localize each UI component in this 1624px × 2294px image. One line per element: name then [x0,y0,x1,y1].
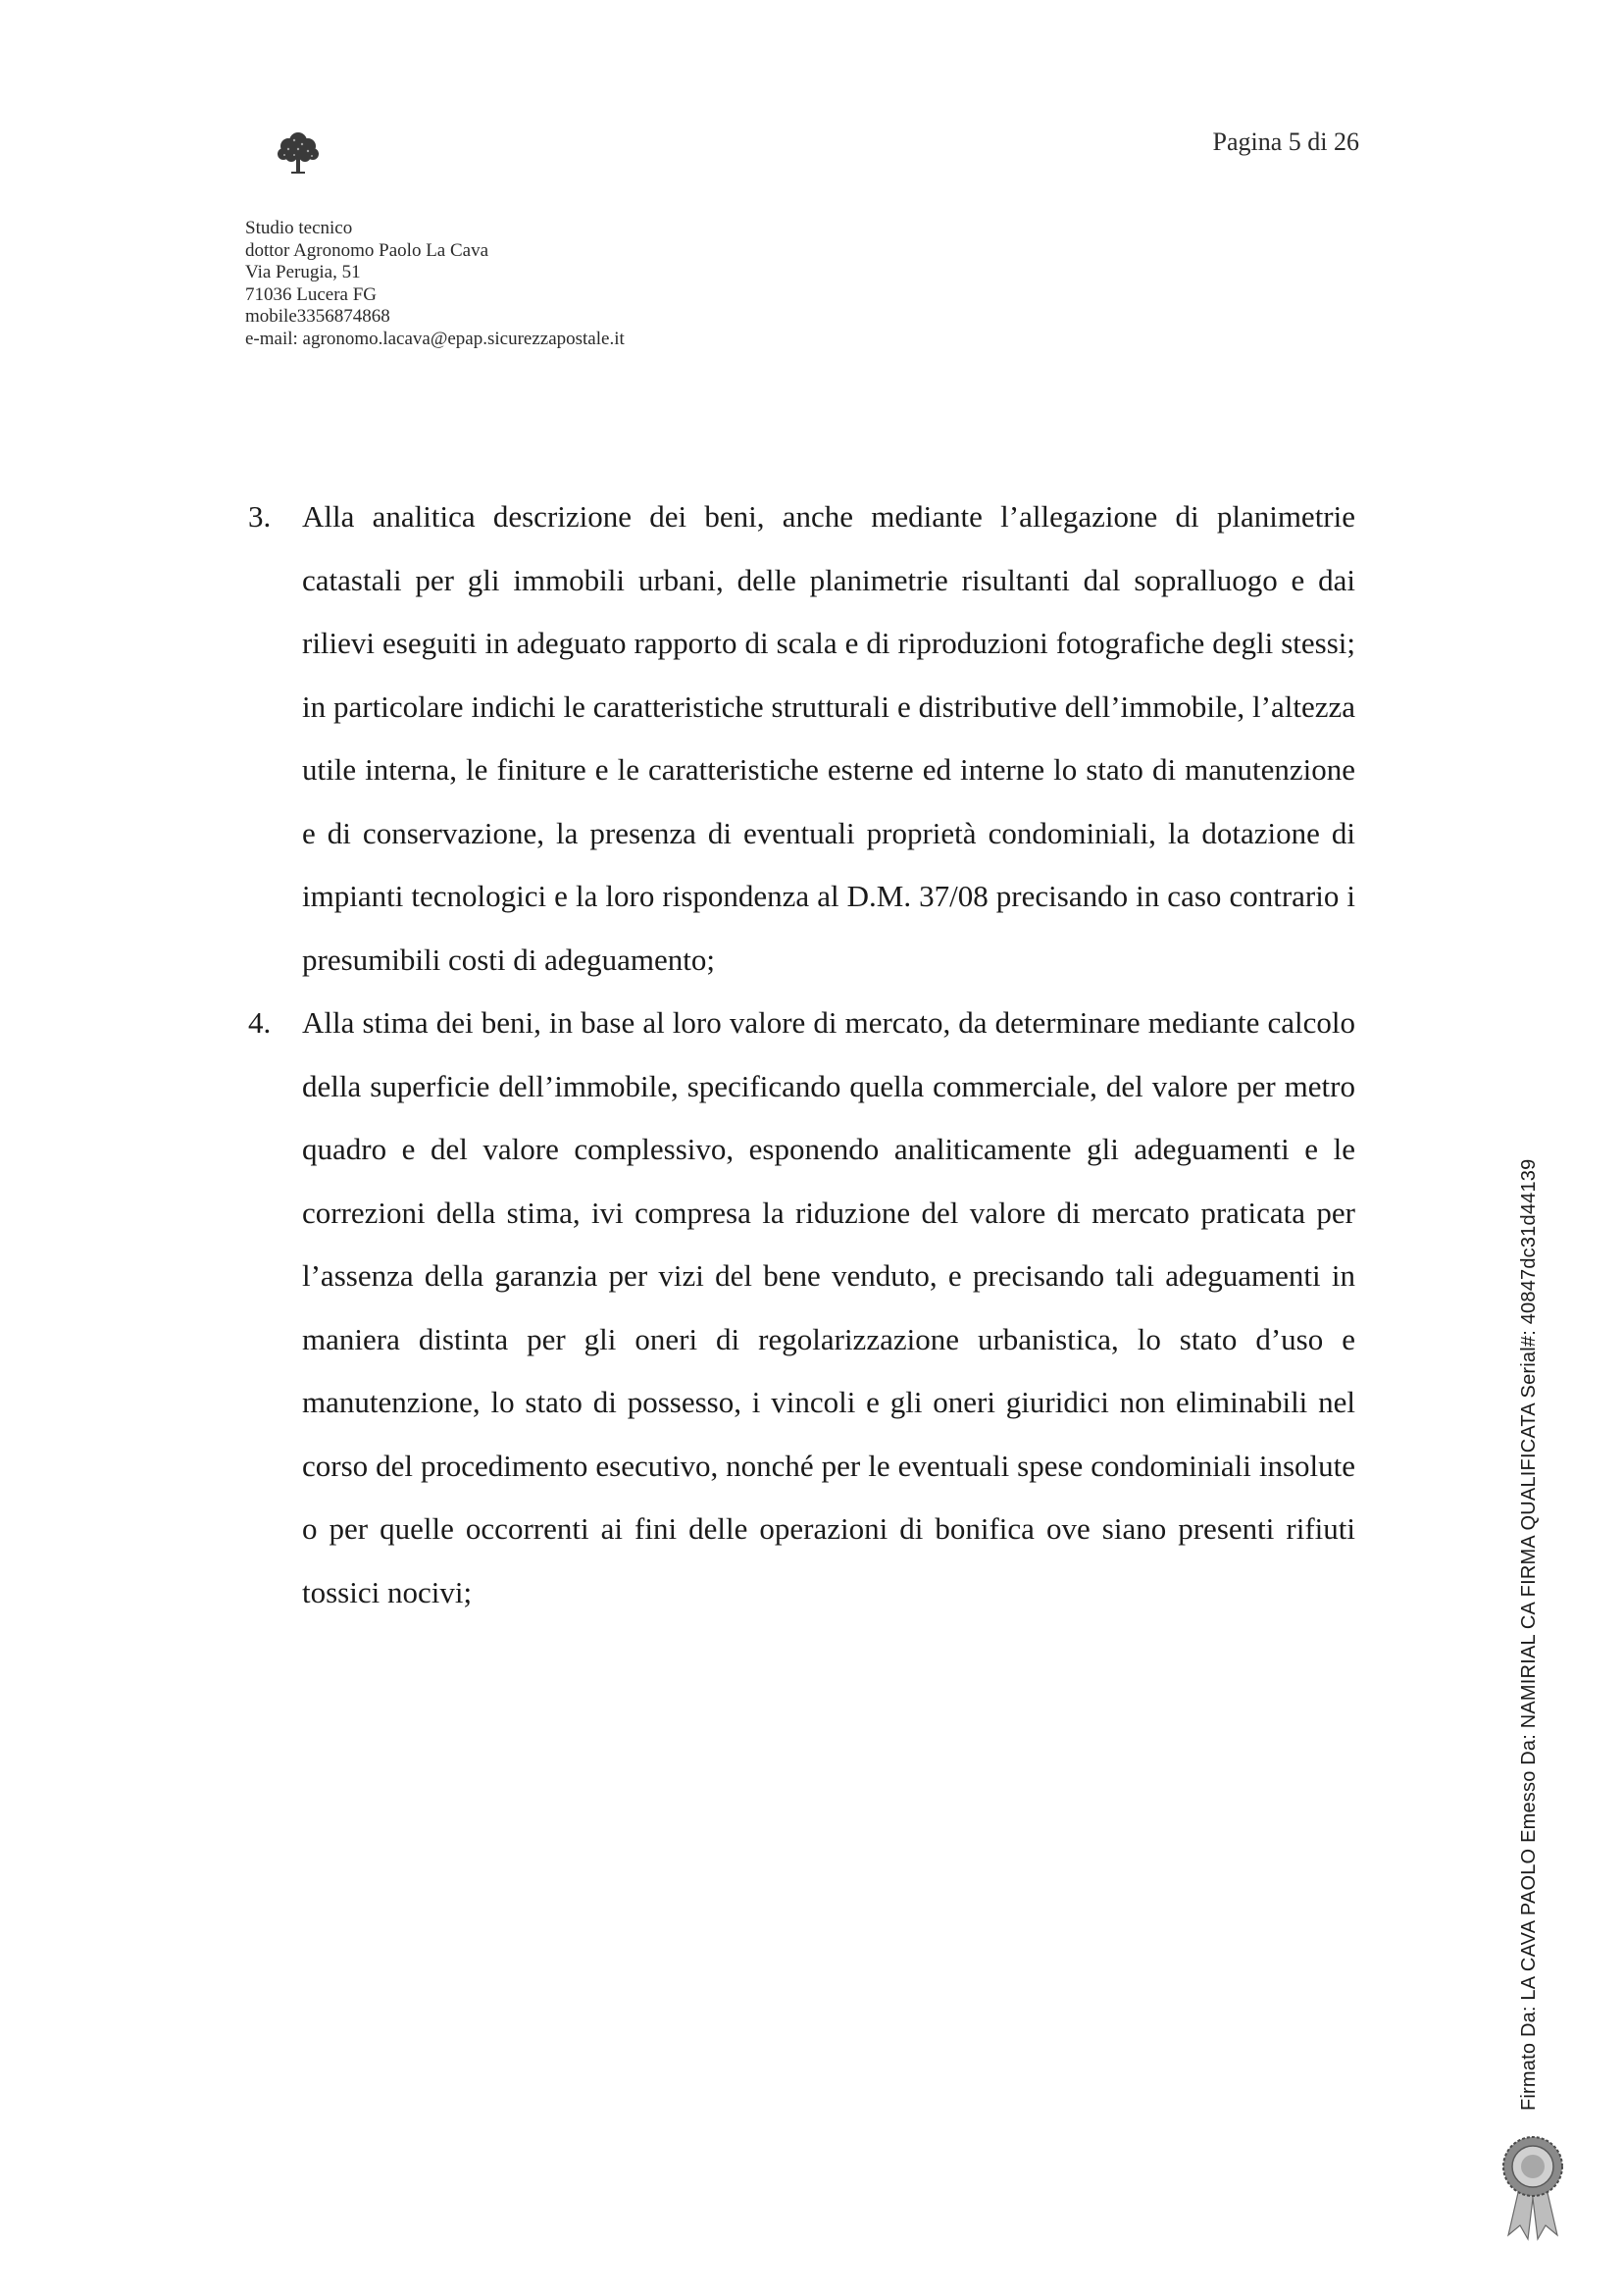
list-item [248,992,1355,1624]
digital-signature-text: Firmato Da: LA CAVA PAOLO Emesso Da: NAMIRIAL CA FIRMA QUALIFICATA Serial#: 40847dc31d44139 [1518,1158,1540,2111]
seal-rosette-icon [1498,2133,1567,2241]
body-text [248,485,1355,1624]
list-item-text: Alla analitica descrizione dei beni, anche mediante l’allegazione di planimetrie catastali per gli immobili urbani, delle planimetrie risultanti dal sopralluogo e dai rilievi eseguiti in adeguato rapporto di scala e di riproduzioni fotografiche degli stessi; in particolare indichi le caratteristiche strutturali e distributive dell’immobile, l’altezza utile interna, le finiture e le caratteristiche esterne ed interne lo stato di manutenzione e di conservazione, la presenza di eventuali proprietà condominiali, la dotazione di impianti tecnologici e la loro rispondenza al D.M. 37/08 precisando in caso contrario i presumibili costi di adeguamento; [302,499,1355,977]
letterhead-email: e-mail: agronomo.lacava@epap.sicurezzapostale.it [245,328,625,349]
list-item [248,485,1355,992]
list-item-number: 4. [248,1005,272,1040]
letterhead-line: dottor Agronomo Paolo La Cava [245,239,489,261]
list-item-number: 3. [248,499,272,534]
letterhead [245,218,625,350]
letterhead-line: Studio tecnico [245,218,353,238]
tree-icon [275,127,322,178]
letterhead-line: Via Perugia, 51 [245,262,361,282]
letterhead-line: 71036 Lucera FG [245,283,378,305]
letterhead-line: mobile3356874868 [245,306,390,327]
list-item-text: Alla stima dei beni, in base al loro valore di mercato, da determinare mediante calcolo della superficie dell’immobile, specificando quella commerciale, del valore per metro quadro e del valore complessivo, esponendo analiticamente gli adeguamenti e le correzioni della stima, ivi compresa la riduzione del valore di mercato praticata per l’assenza della garanzia per vizi del bene venduto, e precisando tali adeguamenti in maniera distinta per gli oneri di regolarizzazione urbanistica, lo stato d’uso e manutenzione, lo stato di possesso, i vincoli e gli oneri giuridici non eliminabili nel corso del procedimento esecutivo, nonché per le eventuali spese condominiali insolute o per quelle occorrenti ai fini delle operazioni di bonifica ove siano presenti rifiuti tossici nocivi; [302,1005,1355,1609]
page-number: Pagina 5 di 26 [1212,127,1359,156]
